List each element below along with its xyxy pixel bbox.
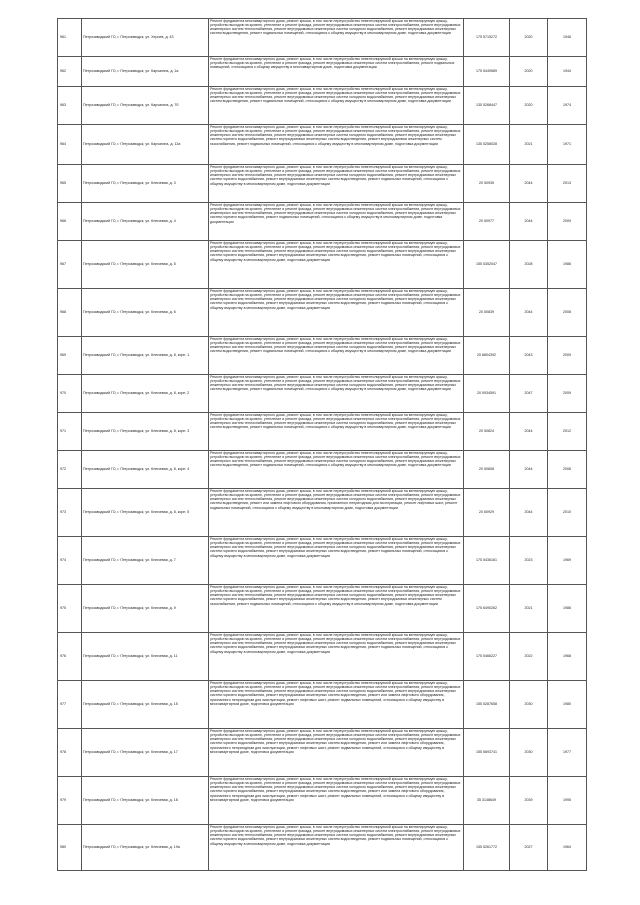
area-cell: 20 6804392 (464, 337, 510, 375)
row-number: 974 (58, 537, 82, 585)
table-row (58, 375, 587, 413)
works-cell: Ремонт фундамента многоквартирного дома, ремонт крыши, в том числе переустройство невентилируемой крыши на вентилируемую крышу, устройство выходов на кровлю, утепление и ремонт фасада, ремонт внутридомовых инженерных систем электроснабжения, ремонт внутридомовых инженерных систем теплоснабжения, ремонт внутридомовых инженерных систем холодного водоснабжения, ремонт внутридомовых инженерных систем горячего водоснабжения, ремонт внутридомовых инженерных систем водоотведения, ремонт подвальных помещений, относящихся к общему имуществу в многоквартирном доме, подготовка документации (209, 165, 464, 203)
table-row (58, 825, 587, 871)
row-number: 980 (58, 825, 82, 871)
row-number: 962 (58, 57, 82, 87)
works-cell: Ремонт фундамента многоквартирного дома, ремонт крыши, в том числе переустройство невентилируемой крыши на вентилируемую крышу, устройство выходов на кровлю, утепление и ремонт фасада, ремонт внутридомовых инженерных систем электроснабжения, ремонт внутридомовых инженерных систем теплоснабжения, ремонт внутридомовых инженерных систем холодного водоснабжения, ремонт внутридомовых инженерных систем горячего водоснабжения, ремонт внутридомовых инженерных систем водоотведения, ремонт подвальных помещений, относящихся к общему имуществу в многоквартирном доме, подготовка документации (209, 633, 464, 681)
works-cell: Ремонт фундамента многоквартирного дома, ремонт крыши, в том числе переустройство невентилируемой крыши на вентилируемую крышу, устройство выходов на кровлю, утепление и ремонт фасада, ремонт внутридомовых инженерных систем электроснабжения, ремонт внутридомовых инженерных систем теплоснабжения, ремонт внутридомовых инженерных систем холодного водоснабжения, ремонт внутридомовых инженерных систем горячего водоснабжения, ремонт внутридомовых инженерных систем водоотведения, ремонт подвальных помещений, относящихся к общему имуществу в многоквартирном доме, подготовка документации (209, 537, 464, 585)
table-row (58, 165, 587, 203)
works-cell: Ремонт фундамента многоквартирного дома, ремонт крыши, в том числе переустройство невентилируемой крыши на вентилируемую крышу, устройство выходов на кровлю, утепление и ремонт фасада, ремонт внутридомовых инженерных систем электроснабжения, ремонт внутридомовых инженерных систем теплоснабжения, ремонт внутридомовых инженерных систем холодного водоснабжения, ремонт внутридомовых инженерных систем горячего водоснабжения, ремонт подвальных помещений, относящихся к общему имуществу в многоквартирном доме, подготовка документации (209, 203, 464, 241)
table-row (58, 777, 587, 825)
address-cell: Петрозаводский ГО, г. Петрозаводск, ул. Ключевая, д. 4 (82, 203, 209, 241)
table-row (58, 489, 587, 537)
area-cell: 20 50935 (464, 165, 510, 203)
row-number: 963 (58, 87, 82, 125)
year-built-cell: 1969 (548, 537, 587, 585)
address-cell: Петрозаводский ГО, г. Петрозаводск, ул. Ключевая, д. 8, корп. 1 (82, 337, 209, 375)
year-built-cell: 1964 (548, 825, 587, 871)
row-number: 970 (58, 375, 82, 413)
table-row (58, 729, 587, 777)
address-cell: Петрозаводский ГО, г. Петрозаводск, ул. Ключевая, д. 8, корп. 3 (82, 413, 209, 451)
row-number: 971 (58, 413, 82, 451)
works-cell: Ремонт фундамента многоквартирного дома, ремонт крыши, в том числе переустройство невентилируемой крыши на вентилируемую крышу, устройство выходов на кровлю, утепление и ремонт фасада, ремонт внутридомовых инженерных систем электроснабжения, ремонт внутридомовых инженерных систем теплоснабжения, ремонт внутридомовых инженерных систем холодного водоснабжения, ремонт внутридомовых инженерных систем горячего водоснабжения, ремонт внутридомовых инженерных систем водоотведения, ремонт или замена лифтового оборудования, признанного непригодным для эксплуатации, ремонт лифтовых шахт, ремонт подвальных помещений, относящихся к общему имуществу в многоквартирном доме, подготовка документации (209, 777, 464, 825)
address-cell: Петрозаводский ГО, г. Петрозаводск, ул. Ключевая, д. 18 (82, 777, 209, 825)
area-cell: 175 5715272 (464, 19, 510, 57)
address-cell: Петрозаводский ГО, г. Петрозаводск, ул. Ключевая, д. 17 (82, 729, 209, 777)
year-built-cell: 1974 (548, 87, 587, 125)
year-built-cell: 2012 (548, 413, 587, 451)
works-cell: Ремонт фундамента многоквартирного дома, ремонт крыши, в том числе переустройство невентилируемой крыши на вентилируемую крышу, устройство выходов на кровлю, утепление и ремонт фасада, ремонт внутридомовых инженерных систем электроснабжения, ремонт внутридомовых инженерных систем теплоснабжения, ремонт внутридомовых инженерных систем холодного водоснабжения, ремонт внутридомовых инженерных систем горячего водоснабжения, ремонт внутридомовых инженерных систем водоотведения, ремонт или замена лифтового оборудования, признанного непригодным для эксплуатации, ремонт лифтовых шахт, ремонт подвальных помещений, относящихся к общему имуществу в многоквартирном доме, подготовка документации (209, 681, 464, 729)
year-built-cell: 1980 (548, 681, 587, 729)
table-row (58, 585, 587, 633)
table-row (58, 57, 587, 87)
year-planned-cell: 2044 (510, 289, 548, 337)
year-built-cell: 2009 (548, 375, 587, 413)
table-row (58, 125, 587, 165)
address-cell: Петрозаводский ГО, г. Петрозаводск, ул. Ключевая, д. 8, корп. 4 (82, 451, 209, 489)
capital-repair-table (57, 18, 587, 871)
address-cell: Петрозаводский ГО, г. Петрозаводск, ул. Ключевая, д. 19а (82, 825, 209, 871)
address-cell: Петрозаводский ГО, г. Петрозаводск, ул. Карчагина, д. 1а (82, 57, 209, 87)
year-planned-cell: 2039 (510, 777, 548, 825)
area-cell: 20 50977 (464, 203, 510, 241)
works-cell: Ремонт фундамента многоквартирного дома, ремонт крыши, в том числе переустройство невентилируемой крыши на вентилируемую крышу, устройство выходов на кровлю, утепление и ремонт фасада, ремонт внутридомовых инженерных систем электроснабжения, ремонт внутридомовых инженерных систем теплоснабжения, ремонт внутридомовых инженерных систем холодного водоснабжения, ремонт внутридомовых инженерных систем водоотведения, ремонт подвальных помещений, относящихся к общему имуществу в многоквартирном доме, подготовка документации (209, 413, 464, 451)
document-page (57, 18, 586, 871)
year-built-cell: 1968 (548, 633, 587, 681)
works-cell: Ремонт фундамента многоквартирного дома, ремонт крыши, в том числе переустройство невентилируемой крыши на вентилируемую крышу, устройство выходов на кровлю, утепление и ремонт фасада, ремонт внутридомовых инженерных систем электроснабжения, ремонт внутридомовых инженерных систем теплоснабжения, ремонт внутридомовых инженерных систем холодного водоснабжения, ремонт внутридомовых инженерных систем водоотведения, ремонт подвальных помещений, относящихся к общему имуществу в многоквартирном доме, подготовка документации (209, 451, 464, 489)
year-planned-cell: 2020 (510, 57, 548, 87)
area-cell: 175 6490262 (464, 585, 510, 633)
year-planned-cell: 2028 (510, 241, 548, 289)
row-number: 972 (58, 451, 82, 489)
area-cell: 175 5449589 (464, 57, 510, 87)
year-planned-cell: 2020 (510, 87, 548, 125)
row-number: 973 (58, 489, 82, 537)
row-number: 976 (58, 633, 82, 681)
works-cell: Ремонт фундамента многоквартирного дома, ремонт крыши, в том числе переустройство невентилируемой крыши на вентилируемую крышу, устройство выходов на кровлю, утепление и ремонт фасада, ремонт внутридомовых инженерных систем электроснабжения, ремонт внутридомовых инженерных систем теплоснабжения, ремонт внутридомовых инженерных систем холодного водоснабжения, ремонт внутридомовых инженерных систем горячего водоснабжения, ремонт внутридомовых инженерных систем водоотведения, ремонт или замена лифтового оборудования, признанного непригодным для эксплуатации, ремонт лифтовых шахт, ремонт подвальных помещений, относящихся к общему имуществу в многоквартирном доме, подготовка документации (209, 729, 464, 777)
year-planned-cell: 2044 (510, 413, 548, 451)
row-number: 965 (58, 165, 82, 203)
works-cell: Ремонт фундамента многоквартирного дома, ремонт крыши, в том числе переустройство невентилируемой крыши на вентилируемую крышу, устройство выходов на кровлю, утепление и ремонт фасада, ремонт внутридомовых инженерных систем электроснабжения, ремонт внутридомовых инженерных систем теплоснабжения, ремонт внутридомовых инженерных систем холодного водоснабжения, ремонт внутридомовых инженерных систем горячего водоснабжения, ремонт внутридомовых инженерных систем водоотведения, ремонт внутридомовых инженерных систем газоснабжения, ремонт подвальных помещений, относящихся к общему имуществу в многоквартирном доме, подготовка документации (209, 125, 464, 165)
area-cell: 155 5287658 (464, 681, 510, 729)
year-planned-cell: 2023 (510, 537, 548, 585)
year-planned-cell: 2044 (510, 451, 548, 489)
area-cell: 35 3148649 (464, 777, 510, 825)
works-cell: Ремонт фундамента многоквартирного дома, ремонт крыши, в том числе переустройство невентилируемой крыши на вентилируемую крышу, устройство выходов на кровлю, утепление и ремонт фасада, ремонт внутридомовых инженерных систем электроснабжения, ремонт внутридомовых инженерных систем теплоснабжения, ремонт внутридомовых инженерных систем холодного водоснабжения, ремонт внутридомовых инженерных систем водоотведения, ремонт подвальных помещений, относящихся к общему имуществу в многоквартирном доме, подготовка документации (209, 337, 464, 375)
year-planned-cell: 2044 (510, 165, 548, 203)
year-planned-cell: 2030 (510, 681, 548, 729)
address-cell: Петрозаводский ГО, г. Петрозаводск, ул. Ключевая, д. 5 (82, 241, 209, 289)
table-row (58, 87, 587, 125)
row-number: 979 (58, 777, 82, 825)
address-cell: Петрозаводский ГО, г. Петрозаводск, ул. Ключевая, д. 3 (82, 165, 209, 203)
year-built-cell: 2008 (548, 289, 587, 337)
table-row (58, 451, 587, 489)
row-number: 975 (58, 585, 82, 633)
works-cell: Ремонт фундамента многоквартирного дома, ремонт крыши, в том числе переустройство невентилируемой крыши на вентилируемую крышу, устройство выходов на кровлю, утепление и ремонт фасада, ремонт внутридомовых инженерных систем электроснабжения, ремонт внутридомовых инженерных систем теплоснабжения, ремонт внутридомовых инженерных систем холодного водоснабжения, ремонт внутридомовых инженерных систем горячего водоснабжения, ремонт внутридомовых инженерных систем водоотведения, ремонт подвальных помещений, относящихся к общему имуществу в многоквартирном доме, подготовка документации (209, 289, 464, 337)
year-planned-cell: 2021 (510, 585, 548, 633)
year-built-cell: 1986 (548, 241, 587, 289)
table-row (58, 337, 587, 375)
row-number: 966 (58, 203, 82, 241)
year-built-cell: 2006 (548, 451, 587, 489)
area-cell: 175 5466227 (464, 633, 510, 681)
address-cell: Петрозаводский ГО, г. Петрозаводск, ул. Ключевая, д. 8, корп. 2 (82, 375, 209, 413)
works-cell: Ремонт фундамента многоквартирного дома, ремонт крыши, в том числе переустройство невентилируемой крыши на вентилируемую крышу, устройство выходов на кровлю, утепление и ремонт фасада, ремонт внутридомовых инженерных систем электроснабжения, ремонт внутридомовых инженерных систем теплоснабжения, ремонт внутридомовых инженерных систем холодного водоснабжения, ремонт внутридомовых инженерных систем водоотведения, ремонт подвальных помещений, относящихся к общему имуществу в многоквартирном доме, подготовка документации (209, 19, 464, 57)
area-cell: 20 50808 (464, 451, 510, 489)
address-cell: Петрозаводский ГО, г. Петрозаводск, ул. Ключевая, д. 11 (82, 633, 209, 681)
year-built-cell: 2013 (548, 165, 587, 203)
year-built-cell: 1944 (548, 57, 587, 87)
works-cell: Ремонт фундамента многоквартирного дома, ремонт крыши, в том числе переустройство невентилируемой крыши на вентилируемую крышу, устройство выходов на кровлю, утепление и ремонт фасада, ремонт внутридомовых инженерных систем электроснабжения, ремонт внутридомовых инженерных систем теплоснабжения, ремонт внутридомовых инженерных систем холодного водоснабжения, ремонт внутридомовых инженерных систем горячего водоснабжения, ремонт внутридомовых инженерных систем водоотведения, ремонт внутридомовых инженерных систем газоснабжения, ремонт подвальных помещений, относящихся к общему имуществу в многоквартирном доме, подготовка документации (209, 585, 464, 633)
table-row (58, 681, 587, 729)
year-built-cell: 1971 (548, 125, 587, 165)
address-cell: Петрозаводский ГО, г. Петрозаводск, ул. Ключевая, д. 15 (82, 681, 209, 729)
area-cell: 20 50824 (464, 413, 510, 451)
year-planned-cell: 2044 (510, 489, 548, 537)
year-planned-cell: 2043 (510, 337, 548, 375)
row-number: 977 (58, 681, 82, 729)
table-row (58, 19, 587, 57)
address-cell: Петрозаводский ГО, г. Петрозаводск, ул. Ключевая, д. 7 (82, 537, 209, 585)
table-row (58, 203, 587, 241)
year-built-cell: 1995 (548, 777, 587, 825)
works-cell: Ремонт фундамента многоквартирного дома, ремонт крыши, в том числе переустройство невентилируемой крыши на вентилируемую крышу, устройство выходов на кровлю, утепление и ремонт фасада, ремонт внутридомовых инженерных систем электроснабжения, ремонт внутридомовых инженерных систем теплоснабжения, ремонт внутридомовых инженерных систем холодного водоснабжения, ремонт внутридомовых инженерных систем горячего водоснабжения, ремонт внутридомовых инженерных систем водоотведения, ремонт подвальных помещений, относящихся к общему имуществу в многоквартирном доме, подготовка документации (209, 241, 464, 289)
area-cell: 135 5258028 (464, 125, 510, 165)
table-row (58, 241, 587, 289)
area-cell: 20 0934591 (464, 375, 510, 413)
address-cell: Петрозаводский ГО, г. Петрозаводск, ул. Ключевая, д. 8, корп. 5 (82, 489, 209, 537)
row-number: 967 (58, 241, 82, 289)
year-planned-cell: 2021 (510, 125, 548, 165)
table-row (58, 633, 587, 681)
works-cell: Ремонт фундамента многоквартирного дома, ремонт крыши, в том числе переустройство невентилируемой крыши на вентилируемую крышу, устройство выходов на кровлю, утепление и ремонт фасада, ремонт внутридомовых инженерных систем электроснабжения, ремонт подвальных помещений, относящихся к общему имуществу в многоквартирном доме, подготовка документации (209, 57, 464, 87)
year-planned-cell: 2022 (510, 633, 548, 681)
year-built-cell: 2009 (548, 337, 587, 375)
row-number: 964 (58, 125, 82, 165)
row-number: 978 (58, 729, 82, 777)
address-cell: Петрозаводский ГО, г. Петрозаводск, ул. Хероев, д. 43 (82, 19, 209, 57)
address-cell: Петрозаводский ГО, г. Петрозаводск, ул. Ключевая, д. 6 (82, 289, 209, 337)
area-cell: 155 5261772 (464, 825, 510, 871)
address-cell: Петрозаводский ГО, г. Петрозаводск, ул. Карчагина, д. 12а (82, 125, 209, 165)
year-built-cell: 1977 (548, 729, 587, 777)
area-cell: 155 5352047 (464, 241, 510, 289)
area-cell: 20 60929 (464, 489, 510, 537)
row-number: 961 (58, 19, 82, 57)
area-cell: 175 5436161 (464, 537, 510, 585)
year-built-cell: 2009 (548, 203, 587, 241)
year-planned-cell: 2027 (510, 825, 548, 871)
works-cell: Ремонт фундамента многоквартирного дома, ремонт крыши, в том числе переустройство невентилируемой крыши на вентилируемую крышу, устройство выходов на кровлю, утепление и ремонт фасада, ремонт внутридомовых инженерных систем электроснабжения, ремонт внутридомовых инженерных систем теплоснабжения, ремонт внутридомовых инженерных систем холодного водоснабжения, ремонт внутридомовых инженерных систем водоотведения, ремонт или замена лифтового оборудования, признанного непригодным для эксплуатации, ремонт лифтовых шахт, ремонт подвальных помещений, относящихся к общему имуществу в многоквартирном доме, подготовка документации (209, 489, 464, 537)
row-number: 968 (58, 289, 82, 337)
row-number: 969 (58, 337, 82, 375)
address-cell: Петрозаводский ГО, г. Петрозаводск, ул. Ключевая, д. 9 (82, 585, 209, 633)
year-planned-cell: 2047 (510, 375, 548, 413)
works-cell: Ремонт фундамента многоквартирного дома, ремонт крыши, в том числе переустройство невентилируемой крыши на вентилируемую крышу, устройство выходов на кровлю, утепление и ремонт фасада, ремонт внутридомовых инженерных систем электроснабжения, ремонт внутридомовых инженерных систем теплоснабжения, ремонт внутридомовых инженерных систем холодного водоснабжения, ремонт внутридомовых инженерных систем водоотведения, ремонт подвальных помещений, относящихся к общему имуществу в многоквартирном доме, подготовка документации (209, 87, 464, 125)
works-cell: Ремонт фундамента многоквартирного дома, ремонт крыши, в том числе переустройство невентилируемой крыши на вентилируемую крышу, устройство выходов на кровлю, утепление и ремонт фасада, ремонт внутридомовых инженерных систем электроснабжения, ремонт внутридомовых инженерных систем теплоснабжения, ремонт внутридомовых инженерных систем холодного водоснабжения, ремонт внутридомовых инженерных систем горячего водоснабжения, ремонт внутридомовых инженерных систем водоотведения, ремонт подвальных помещений, относящихся к общему имуществу в многоквартирном доме, подготовка документации (209, 825, 464, 871)
year-planned-cell: 2020 (510, 19, 548, 57)
table-row (58, 289, 587, 337)
table-row (58, 413, 587, 451)
year-planned-cell: 2030 (510, 729, 548, 777)
table-body (58, 19, 587, 871)
year-built-cell: 1946 (548, 19, 587, 57)
address-cell: Петрозаводский ГО, г. Петрозаводск, ул. Карчагина, д. 7б (82, 87, 209, 125)
area-cell: 20 50839 (464, 289, 510, 337)
year-planned-cell: 2044 (510, 203, 548, 241)
works-cell: Ремонт фундамента многоквартирного дома, ремонт крыши, в том числе переустройство невентилируемой крыши на вентилируемую крышу, устройство выходов на кровлю, утепление и ремонт фасада, ремонт внутридомовых инженерных систем электроснабжения, ремонт внутридомовых инженерных систем теплоснабжения, ремонт внутридомовых инженерных систем холодного водоснабжения, ремонт внутридомовых инженерных систем водоотведения, ремонт подвальных помещений, относящихся к общему имуществу в многоквартирном доме, подготовка документации (209, 375, 464, 413)
area-cell: 135 5268447 (464, 87, 510, 125)
area-cell: 155 5693741 (464, 729, 510, 777)
year-built-cell: 1986 (548, 585, 587, 633)
year-built-cell: 2010 (548, 489, 587, 537)
table-row (58, 537, 587, 585)
